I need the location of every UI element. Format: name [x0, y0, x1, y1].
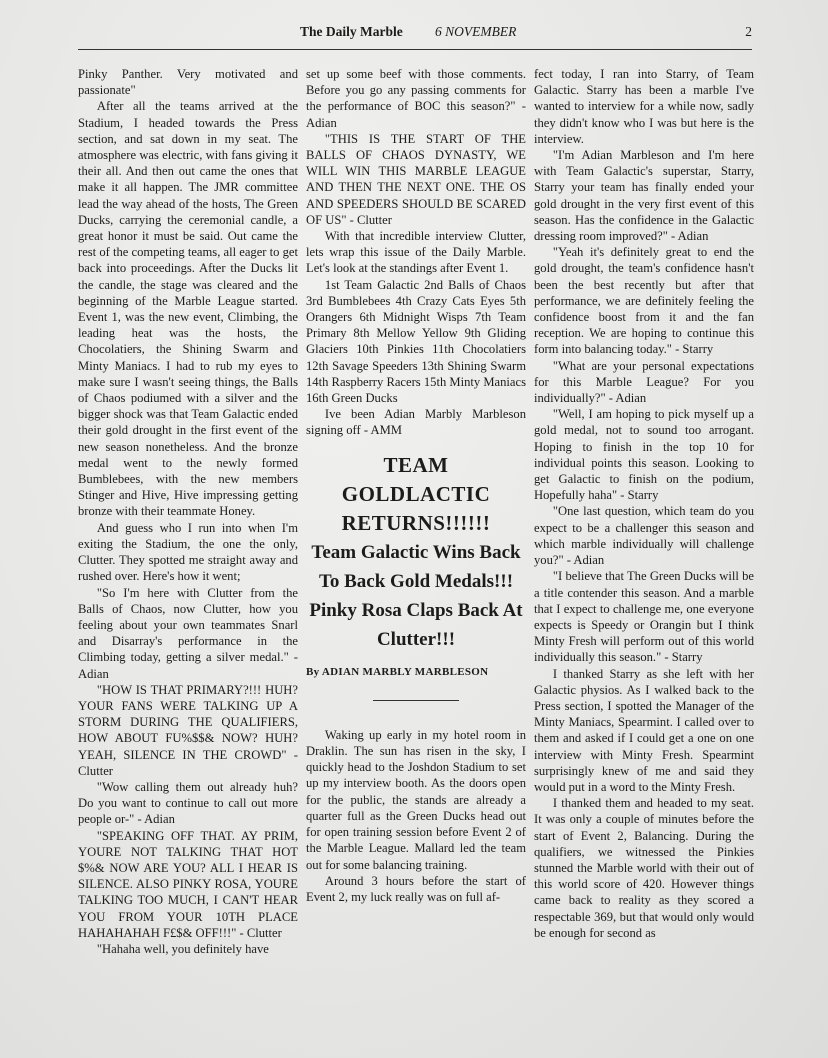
column-3: [534, 66, 754, 1046]
paragraph: fect today, I ran into Starry, of Team Galactic. Starry has been a marble I've wanted to interview for a while now, sadly they didn't know who I was but here is the interview.: [534, 67, 754, 146]
paragraph: Ive been Adian Marbly Marbleson signing off - AMM: [306, 407, 526, 438]
paragraph: set up some beef with those comments. Before you go any passing comments for the performance of BOC this season?" - Adian: [306, 67, 526, 130]
paragraph: Waking up early in my hotel room in Draklin. The sun has risen in the sky, I quickly head to the Joshdon Stadium to set up my interview booth. As the doors open for the public, the stands are already a quarter full as the Green Ducks head out for open training session before Event 2 of the Marble League. Mallard led the team out for some balancing training.: [306, 727, 526, 872]
paragraph: "One last question, which team do you expect to be a challenger this season and which marble individually will challenge you?" - Adian: [534, 504, 754, 568]
headline-line: TEAM: [383, 452, 449, 477]
article-headline: [306, 451, 526, 654]
paragraph: "So I'm here with Clutter from the Balls of Chaos, now Clutter, how you feeling about your own teammates Snarl and Disarray's performance in the Climbing today, getting a silver medal." - Adian: [78, 585, 298, 681]
paragraph: And guess who I run into when I'm exiting the Stadium, the one the only, Clutter. They spotted me straight away and rushed over. Here's how it went;: [78, 520, 298, 584]
masthead: [78, 22, 752, 42]
byline: By ADIAN MARBLY MARBLESON: [306, 665, 489, 678]
headline-line: GOLDLACTIC: [341, 481, 491, 506]
newspaper-name: The Daily Marble: [300, 24, 403, 39]
headline-line: RETURNS!!!!!!: [341, 510, 491, 535]
section-divider: [373, 700, 459, 701]
paragraph: Around 3 hours before the start of Event 2, my luck really was on full af-: [306, 873, 526, 904]
paragraph: After all the teams arrived at the Stadium, I headed towards the Press section, and sat down in my seat. The atmosphere was electric, with fans giving it their all. And then out came the ones that make it all happen. The JMR committee lead the way ahead of the hosts, The Green Ducks, carrying the ceremonial candle, a great honor it must be said. Out came the rest of the competing teams, all eager to get back into proceedings. After the Ducks lit the candle, the stage was cleared and the beginning of the Marble League started. Event 1, was the new event, Climbing, the leading heat was the hosts, the Chocolatiers, the Shining Swarm and Minty Maniacs. I had to rub my eyes to make sure I wasn't seeing things, the Balls of Chaos podiumed with a silver and the bigger shock was that Team Galactic ended their gold drought in the first event of the new season nonetheless. And the bronze medal went to the newly formed Bumblebees, with the new members Stinger and Hive, Hive impressing getting bronze with their teammate Honey.: [78, 99, 298, 519]
headline-subtitle: Team Galactic Wins Back To Back Gold Medals!!! Pinky Rosa Claps Back At Clutter!!!: [309, 541, 523, 650]
paragraph: "I believe that The Green Ducks will be a title contender this season. And a marble that I expect to challenge me, one everyone expects is Speedy or Orangin but I think Minty Fresh will perform out of this world individually this season." - Starry: [534, 569, 754, 665]
paragraph: With that incredible interview Clutter, lets wrap this issue of the Daily Marble. Let's look at the standings after Event 1.: [306, 229, 526, 276]
paragraph: "Wow calling them out already huh? Do you want to continue to call out more people or-" - Adian: [78, 779, 298, 827]
paragraph: 1st Team Galactic 2nd Balls of Chaos 3rd Bumblebees 4th Crazy Cats Eyes 5th Orangers 6th Midnight Wisps 7th Team Primary 8th Mellow Yellow 9th Gliding Glaciers 10th Pinkies 11th Chocolatiers 12th Savage Speeders 13th Shining Swarm 14th Raspberry Racers 15th Minty Maniacs 16th Green Ducks: [306, 277, 526, 406]
paragraph: I thanked them and headed to my seat. It was only a couple of minutes before the start of Event 2, Balancing. During the qualifiers, we witnessed the Pinkies stunned the Marble world with their out of this world score of 420. However things came back to reality as they scored a respectable 369, but that would only would be enough for second as: [534, 796, 754, 940]
column-2: [306, 66, 526, 1046]
paragraph: "Hahaha well, you definitely have: [96, 941, 269, 956]
paragraph: "I'm Adian Marbleson and I'm here with Team Galactic's superstar, Starry, Starry your team has finally ended your gold drought in the very first event of this season. Has the confidence in the Galactic dressing room improved?" - Adian: [534, 148, 754, 244]
issue-date: 6 NOVEMBER: [435, 24, 517, 39]
paragraph: "Yeah it's definitely great to end the gold drought, the team's confidence hasn't been the best recently but after that performance, we are definitely feeling the confidence boost from it and the fan reception. We are hoping to continue this form into balancing today." - Starry: [534, 245, 754, 357]
column-1: [78, 66, 298, 1046]
masthead-rule: [78, 49, 752, 50]
paragraph: "HOW IS THAT PRIMARY?!!! HUH? YOUR FANS WERE TALKING UP A STORM DURING THE QUALIFIERS, HOW ABOUT FU%$$& NOW? HUH? YEAH, SILENCE IN THE CROWD" - Clutter: [78, 682, 298, 778]
page-number: 2: [745, 24, 752, 39]
paragraph: Pinky Panther. Very motivated and passionate": [78, 67, 298, 98]
paragraph: "Well, I am hoping to pick myself up a gold medal, not to sound too arrogant. Hoping to finish in the top 10 for individual points this season. Looking to get Galactic to finish on the podium, Hopefully haha" - Starry: [534, 407, 754, 503]
paragraph: "SPEAKING OFF THAT. AY PRIM, YOURE NOT TALKING THAT HOT $%& NOW ARE YOU? ALL I HEAR IS SILENCE. ALSO PINKY ROSA, YOURE TALKING TOO MUCH, I CAN'T HEAR YOU FROM YOUR 10TH PLACE HAHAHAHAH F£$& OFF!!!" - Clutter: [78, 828, 298, 940]
paragraph: "What are your personal expectations for this Marble League? For you individually?" - Adian: [534, 358, 754, 406]
paragraph: I thanked Starry as she left with her Galactic physios. As I walked back to the Press section, I spotted the Manager of the Minty Maniacs, Spearmint. I called over to them and asked if I could get a one on one interview with Minty Fresh. Spearmint surprisingly knew of me and said they would put in a word to the Minty Fresh.: [534, 666, 754, 794]
paragraph: "THIS IS THE START OF THE BALLS OF CHAOS DYNASTY, WE WILL WIN THIS MARBLE LEAGUE AND THEN THE NEXT ONE. THE OS AND SPEEDERS SHOULD BE SCARED OF US" - Clutter: [306, 131, 526, 227]
